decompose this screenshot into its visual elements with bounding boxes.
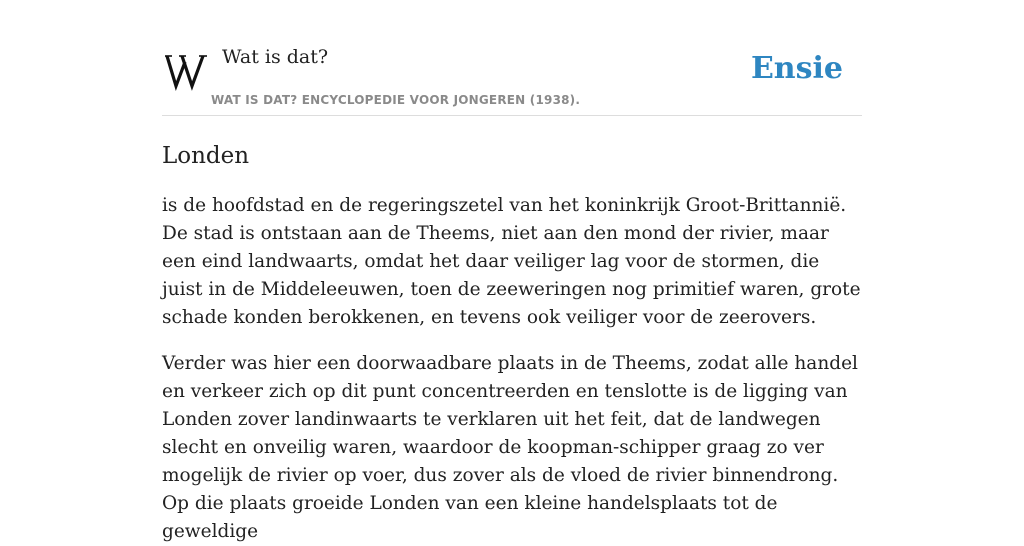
header	[162, 0, 862, 116]
source-subtitle: WAT IS DAT? ENCYCLOPEDIE VOOR JONGEREN (1938).	[211, 93, 581, 107]
article-paragraph: Verder was hier een doorwaadbare plaats in de Theems, zodat alle handel en verkeer zich op dit punt concentreerden en tenslotte is de ligging van Londen zover landinwaarts te verklaren uit het feit, dat de landwegen slecht en onveilig waren, waardoor de koopman-schipper graag zo ver mogelijk de rivier op voer, dus zover als de vloed de rivier binnendrong.	[162, 353, 858, 486]
wikipedia-w-icon[interactable]	[165, 52, 207, 90]
page	[162, 0, 862, 542]
source-title[interactable]: Wat is dat?	[222, 46, 329, 68]
article-paragraph: Op die plaats groeide Londen van een kleine handelsplaats tot de geweldige	[162, 493, 778, 542]
ensie-brand-link[interactable]: Ensie	[750, 51, 843, 86]
article-title: Londen	[162, 143, 250, 169]
article-paragraph: is de hoofdstad en de regeringszetel van het koninkrijk Groot-Brittannië. De stad is ontstaan aan de Theems, niet aan den mond der rivier, maar een eind landwaarts, omdat het daar veiliger lag voor de stormen, die juist in de Middeleeuwen, toen de zeeweringen nog primitief waren, grote schade konden berokkenen, en tevens ook veiliger voor de zeerovers.	[162, 195, 861, 328]
article-body	[162, 192, 862, 546]
